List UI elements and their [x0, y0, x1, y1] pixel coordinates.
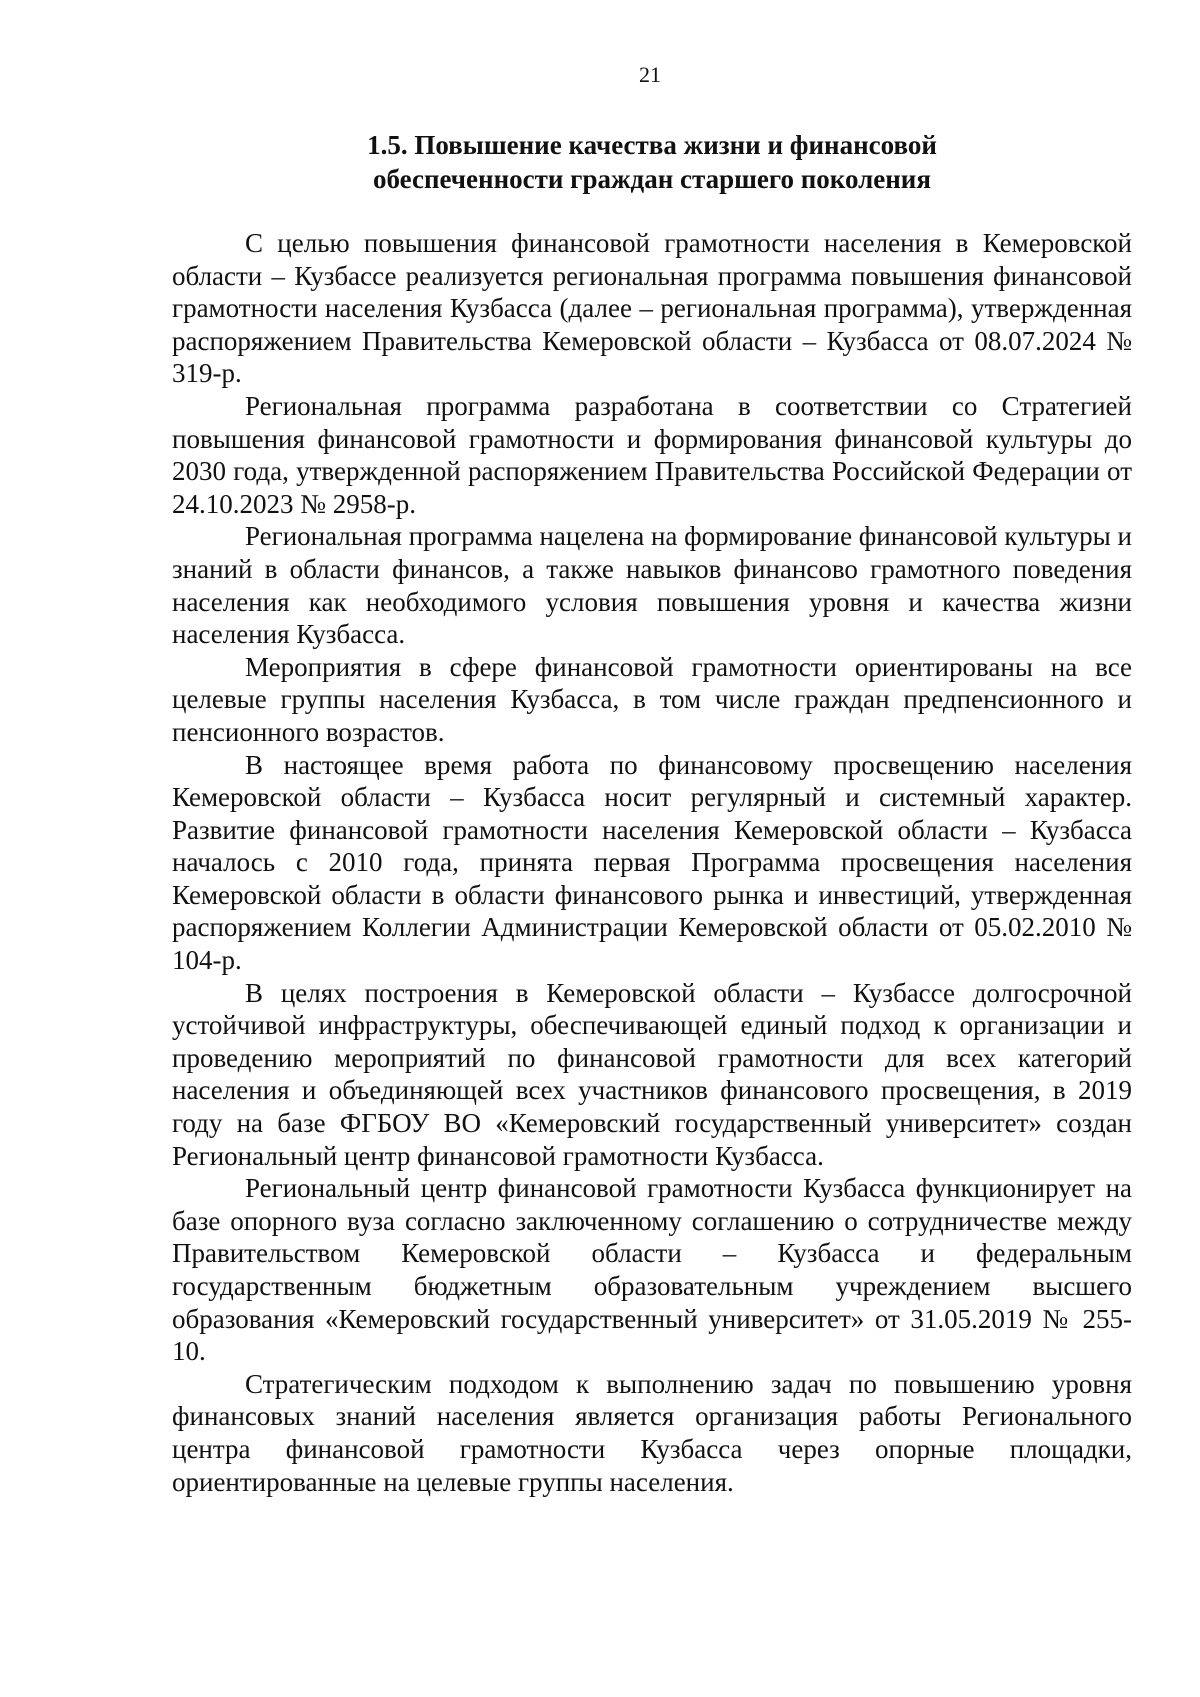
- paragraph-7: Региональный центр финансовой грамотности Кузбасса функционирует на базе опорного вуза согласно заключенному соглашению о сотрудничестве между Правительством Кемеровской области – Кузбасса и федеральным государственным бюджетным образовательным учреждением высшего образования «Кемеровский государственный университет» от 31.05.2019 № 255-10.: [172, 1173, 1132, 1367]
- body-text: [172, 227, 1132, 1498]
- section-title-line-1: 1.5. Повышение качества жизни и финансовой: [367, 130, 937, 160]
- section-title-line-2: обеспеченности граждан старшего поколения: [373, 164, 931, 194]
- section-title: [172, 128, 1132, 196]
- paragraph-2: Региональная программа разработана в соответствии со Стратегией повышения финансовой грамотности и формирования финансовой культуры до 2030 года, утвержденной распоряжением Правительства Российской Федерации от 24.10.2023 № 2958-р.: [172, 390, 1132, 519]
- paragraph-5: В настоящее время работа по финансовому просвещению населения Кемеровской области – Кузбасса носит регулярный и системный характер. Развитие финансовой грамотности населения Кемеровской области – Кузбасса началось с 2010 года, принята первая Программа просвещения населения Кемеровской области в области финансового рынка и инвестиций, утвержденная распоряжением Коллегии Администрации Кемеровской области от 05.02.2010 № 104-р.: [172, 749, 1132, 976]
- paragraph-3: Региональная программа нацелена на формирование финансовой культуры и знаний в области финансов, а также навыков финансово грамотного поведения населения как необходимого условия повышения уровня и качества жизни населения Кузбасса.: [172, 521, 1132, 650]
- paragraph-6: В целях построения в Кемеровской области – Кузбассе долгосрочной устойчивой инфраструктуры, обеспечивающей единый подход к организации и проведению мероприятий по финансовой грамотности для всех категорий населения и объединяющей всех участников финансового просвещения, в 2019 году на базе ФГБОУ ВО «Кемеровский государственный университет» создан Региональный центр финансовой грамотности Кузбасса.: [172, 977, 1132, 1171]
- paragraph-8: Стратегическим подходом к выполнению задач по повышению уровня финансовых знаний населения является организация работы Регионального центра финансовой грамотности Кузбасса через опорные площадки, ориентированные на целевые группы населения.: [172, 1368, 1132, 1497]
- page-number-text: 21: [639, 62, 661, 87]
- page-number: [0, 62, 1200, 88]
- paragraph-1: С целью повышения финансовой грамотности населения в Кемеровской области – Кузбассе реализуется региональная программа повышения финансовой грамотности населения Кузбасса (далее – региональная программа), утвержденная распоряжением Правительства Кемеровской области – Кузбасса от 08.07.2024 № 319-р.: [172, 228, 1132, 389]
- paragraph-4: Мероприятия в сфере финансовой грамотности ориентированы на все целевые группы населения Кузбасса, в том числе граждан предпенсионного и пенсионного возрастов.: [172, 651, 1132, 747]
